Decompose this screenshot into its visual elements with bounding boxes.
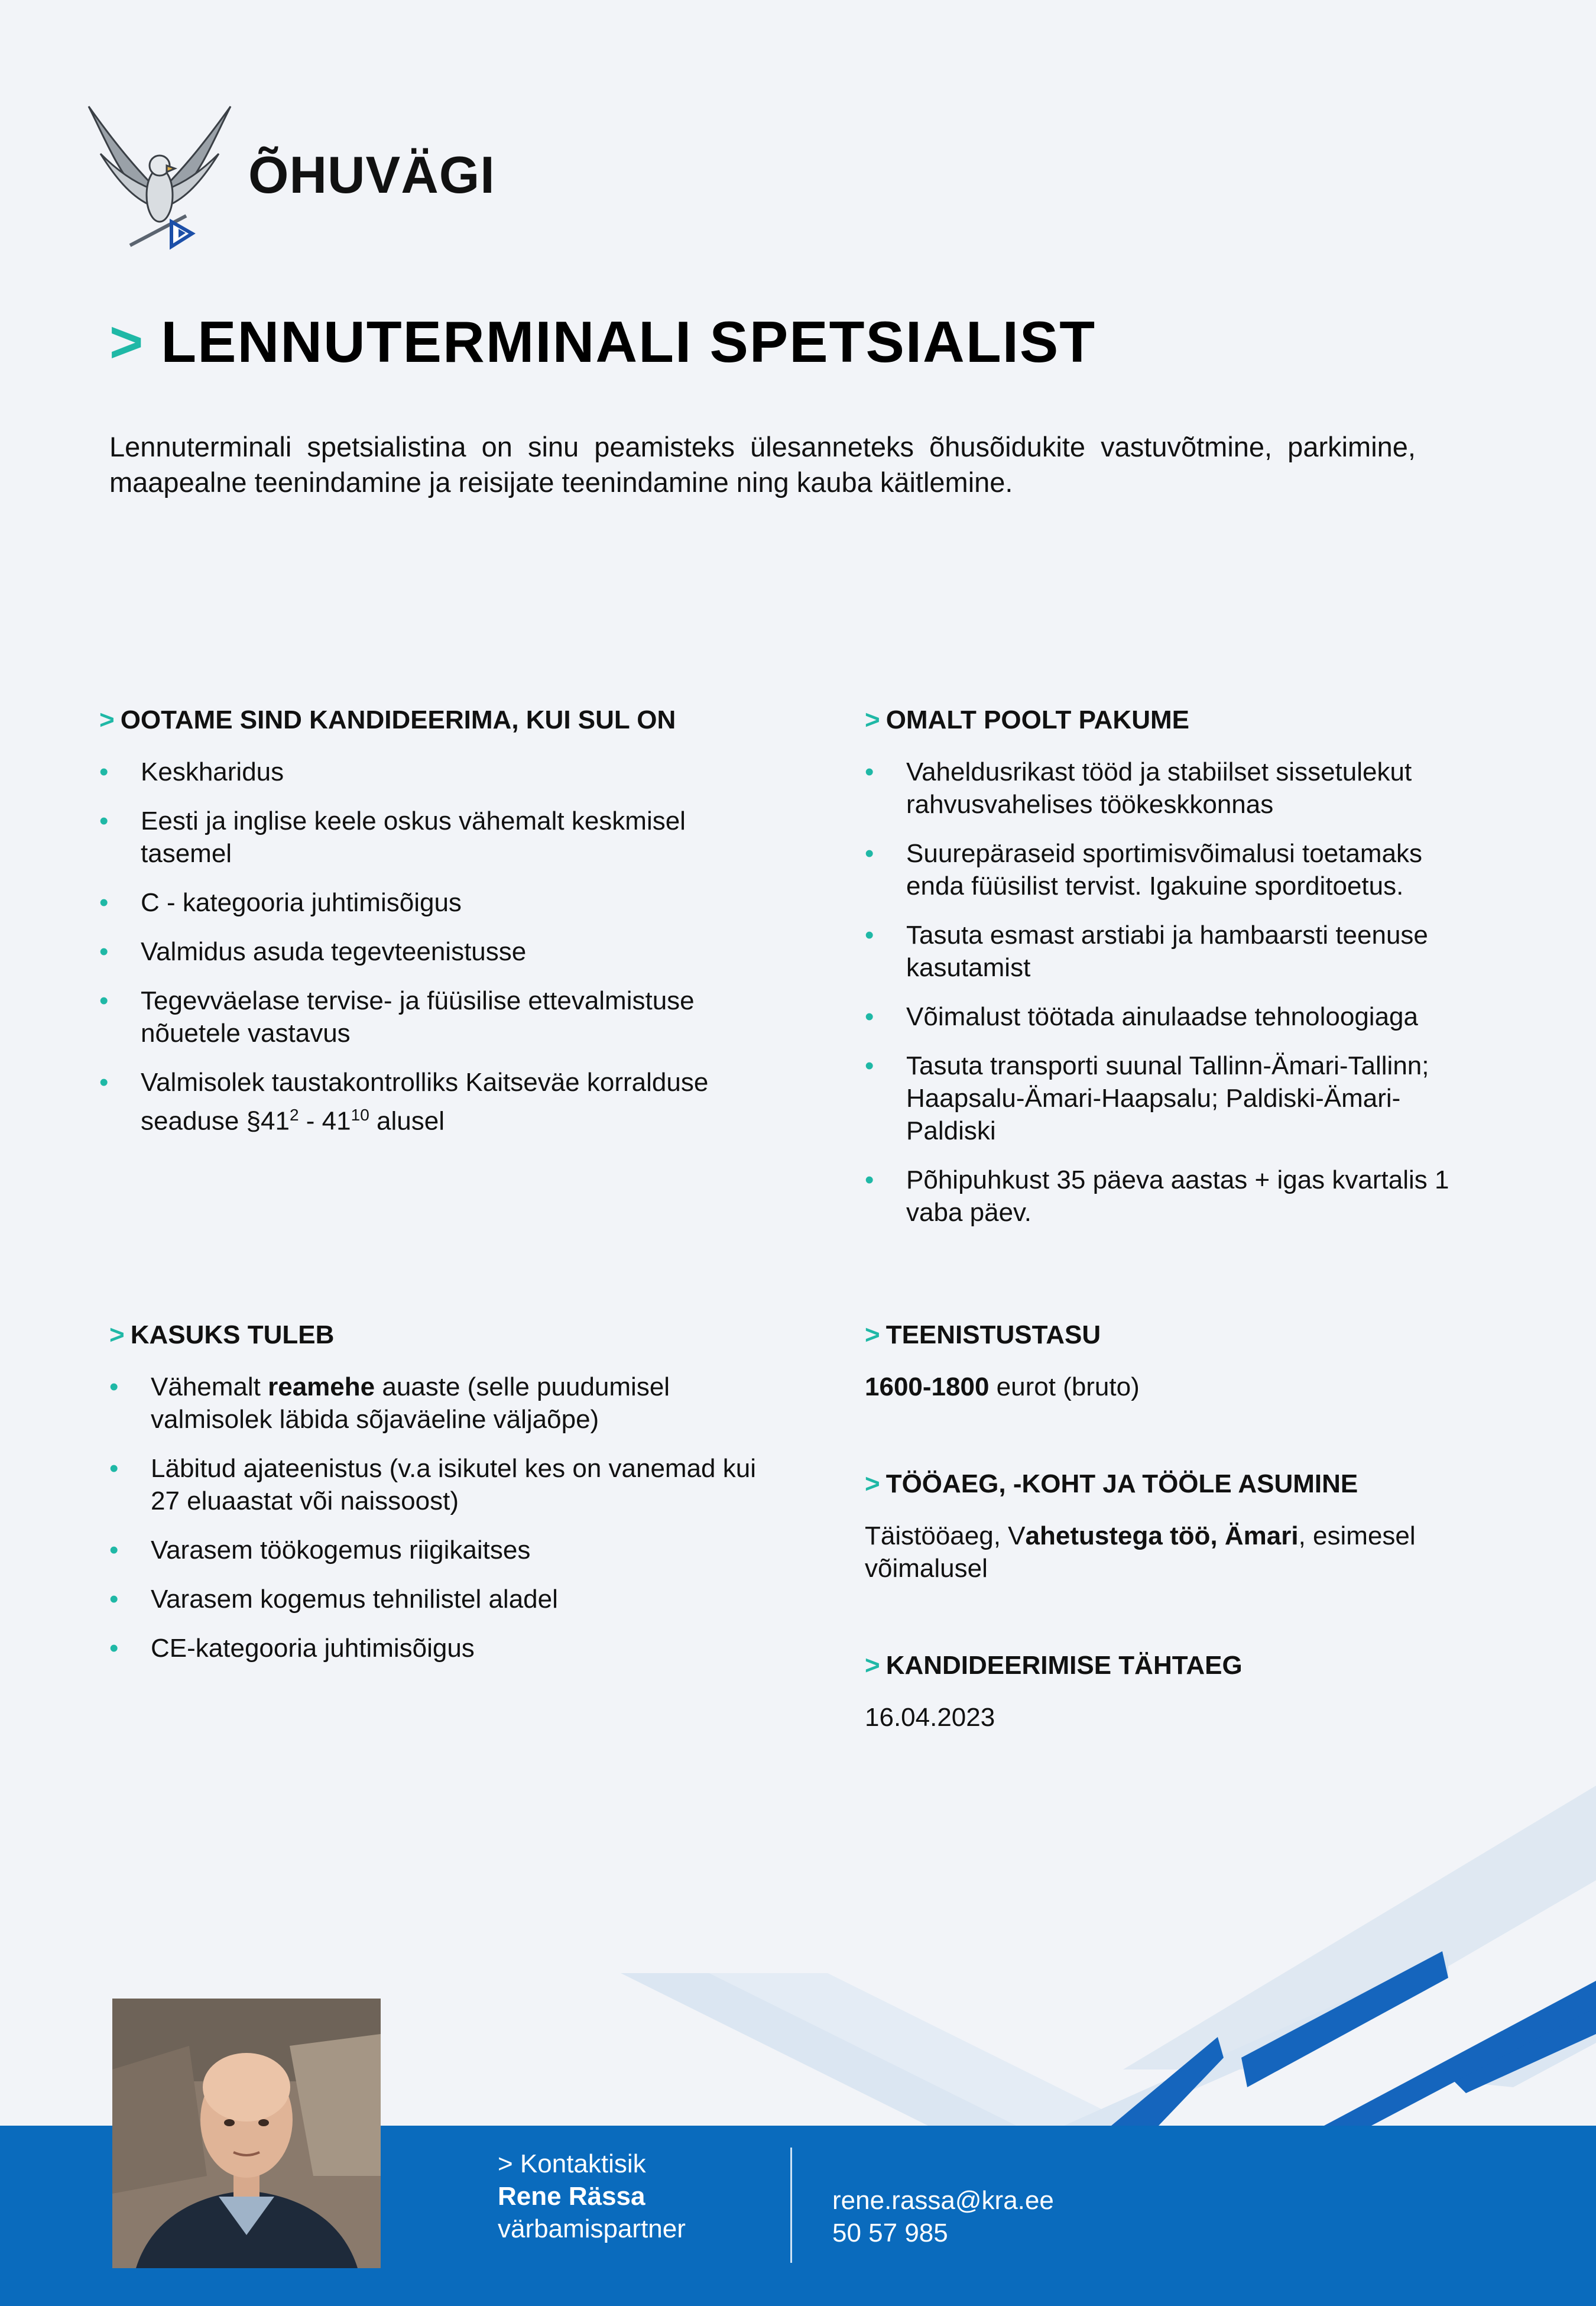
eagle-emblem-icon — [83, 101, 236, 254]
worktime-bold: ahetustega töö, Ämari — [1025, 1521, 1299, 1550]
contact-name: Rene Rässa — [498, 2182, 645, 2211]
worktime-text — [865, 1520, 1462, 1585]
list-item — [99, 1066, 773, 1138]
item-text: Valmisolek taustakontrolliks Kaitseväe korralduse seaduse §41 — [141, 1068, 709, 1136]
section-arrow: > — [865, 1651, 880, 1680]
offer-section — [865, 705, 1462, 1245]
page-title — [109, 309, 1096, 375]
section-title — [865, 1651, 1462, 1680]
list-item: • Läbitud ajateenistus (v.a isikutel kes on vanemad kui 27 eluaastat või naissoost) — [109, 1452, 777, 1517]
list-item: • Valmidus asuda tegevteenistusse — [99, 935, 773, 968]
list-item: • Tegevväelase tervise- ja füüsilise ettevalmistuse nõuetele vastavus — [99, 984, 773, 1050]
section-arrow: > — [865, 705, 880, 734]
item-text: auaste (selle puudumisel valmisolek läbida sõjaväeline väljaõpe) — [151, 1372, 670, 1434]
section-title-text: TÖÖAEG, -KOHT JA TÖÖLE ASUMINE — [885, 1469, 1358, 1498]
section-title — [865, 1469, 1462, 1499]
section-title — [865, 1320, 1462, 1350]
benefits-section — [109, 1320, 777, 1681]
deadline-section — [865, 1651, 1462, 1734]
section-title-text: TEENISTUSTASU — [885, 1320, 1101, 1349]
requirements-section — [99, 705, 773, 1154]
list-item: • Varasem töökogemus riigikaitses — [109, 1534, 777, 1566]
item-text: alusel — [369, 1106, 445, 1136]
contact-email[interactable]: rene.rassa@kra.ee — [832, 2186, 1054, 2215]
section-arrow: > — [865, 1320, 880, 1349]
item-text: - 41 — [299, 1106, 351, 1136]
list-item: • C - kategooria juhtimisõigus — [99, 886, 773, 919]
salary-section — [865, 1320, 1462, 1403]
section-arrow: > — [99, 705, 115, 734]
section-title — [99, 705, 773, 735]
worktime-section — [865, 1469, 1462, 1585]
section-title-text: OOTAME SIND KANDIDEERIMA, KUI SUL ON — [120, 705, 676, 734]
worktime-part: , esimesel võimalusel — [865, 1521, 1416, 1583]
list-item: • Suurepäraseid sportimisvõimalusi toetamaks enda füüsilist tervist. Igakuine sporditoetus. — [865, 837, 1462, 902]
section-title — [865, 705, 1462, 735]
list-item: • Tasuta transporti suunal Tallinn-Ämari-Tallinn; Haapsalu-Ämari-Haapsalu; Paldiski-Ämari-Paldiski — [865, 1050, 1462, 1147]
requirements-list — [99, 756, 773, 1138]
list-item: • Varasem kogemus tehnilistel aladel — [109, 1583, 777, 1615]
list-item: • Võimalust töötada ainulaadse tehnoloogiaga — [865, 1000, 1462, 1033]
footer-divider — [790, 2148, 792, 2263]
intro-paragraph: Lennuterminali spetsialistina on sinu peamisteks ülesanneteks õhusõidukite vastuvõtmine, parkimine, maapealne teenindamine ja reisijate teenindamine ning kauba käitlemine. — [109, 431, 1416, 498]
salary-amount: 1600-1800 — [865, 1372, 990, 1401]
contact-role: värbamispartner — [498, 2214, 686, 2243]
title-arrow: > — [109, 309, 145, 374]
benefits-list — [109, 1371, 777, 1664]
worktime-part: Täistööaeg, V — [865, 1521, 1026, 1550]
section-title-text: KANDIDEERIMISE TÄHTAEG — [885, 1651, 1243, 1680]
section-title — [109, 1320, 777, 1350]
offer-list — [865, 756, 1462, 1229]
superscript: 10 — [351, 1106, 369, 1124]
item-bold-text: reamehe — [268, 1372, 375, 1401]
contact-photo — [112, 1999, 381, 2268]
list-item: • Vaheldusrikast tööd ja stabiilset sissetulekut rahvusvahelises töökeskkonnas — [865, 756, 1462, 821]
list-item: • Keskharidus — [99, 756, 773, 788]
title-text: LENNUTERMINALI SPETSIALIST — [161, 309, 1097, 374]
contact-label: > Kontaktisik — [498, 2149, 646, 2178]
salary-unit: eurot (bruto) — [989, 1372, 1140, 1401]
section-title-text: KASUKS TULEB — [130, 1320, 335, 1349]
list-item: • Tasuta esmast arstiabi ja hambaarsti teenuse kasutamist — [865, 919, 1462, 984]
salary-value — [865, 1371, 1462, 1403]
list-item: • Põhipuhkust 35 päeva aastas + igas kvartalis 1 vaba päev. — [865, 1164, 1462, 1229]
list-item: • Eesti ja inglise keele oskus vähemalt keskmisel tasemel — [99, 805, 773, 870]
section-arrow: > — [865, 1469, 880, 1498]
footer-notch — [71, 2126, 106, 2149]
superscript: 2 — [290, 1106, 299, 1124]
contact-block — [498, 2148, 686, 2245]
list-item: • CE-kategooria juhtimisõigus — [109, 1632, 777, 1664]
deadline-date: 16.04.2023 — [865, 1703, 995, 1732]
item-text: Vähemalt — [151, 1372, 268, 1401]
list-item — [109, 1371, 777, 1436]
contact-phone[interactable]: 50 57 985 — [832, 2218, 948, 2247]
section-arrow: > — [109, 1320, 125, 1349]
brand-name: ÕHUVÄGI — [248, 145, 495, 204]
section-title-text: OMALT POOLT PAKUME — [885, 705, 1189, 734]
contact-details — [832, 2184, 1054, 2249]
